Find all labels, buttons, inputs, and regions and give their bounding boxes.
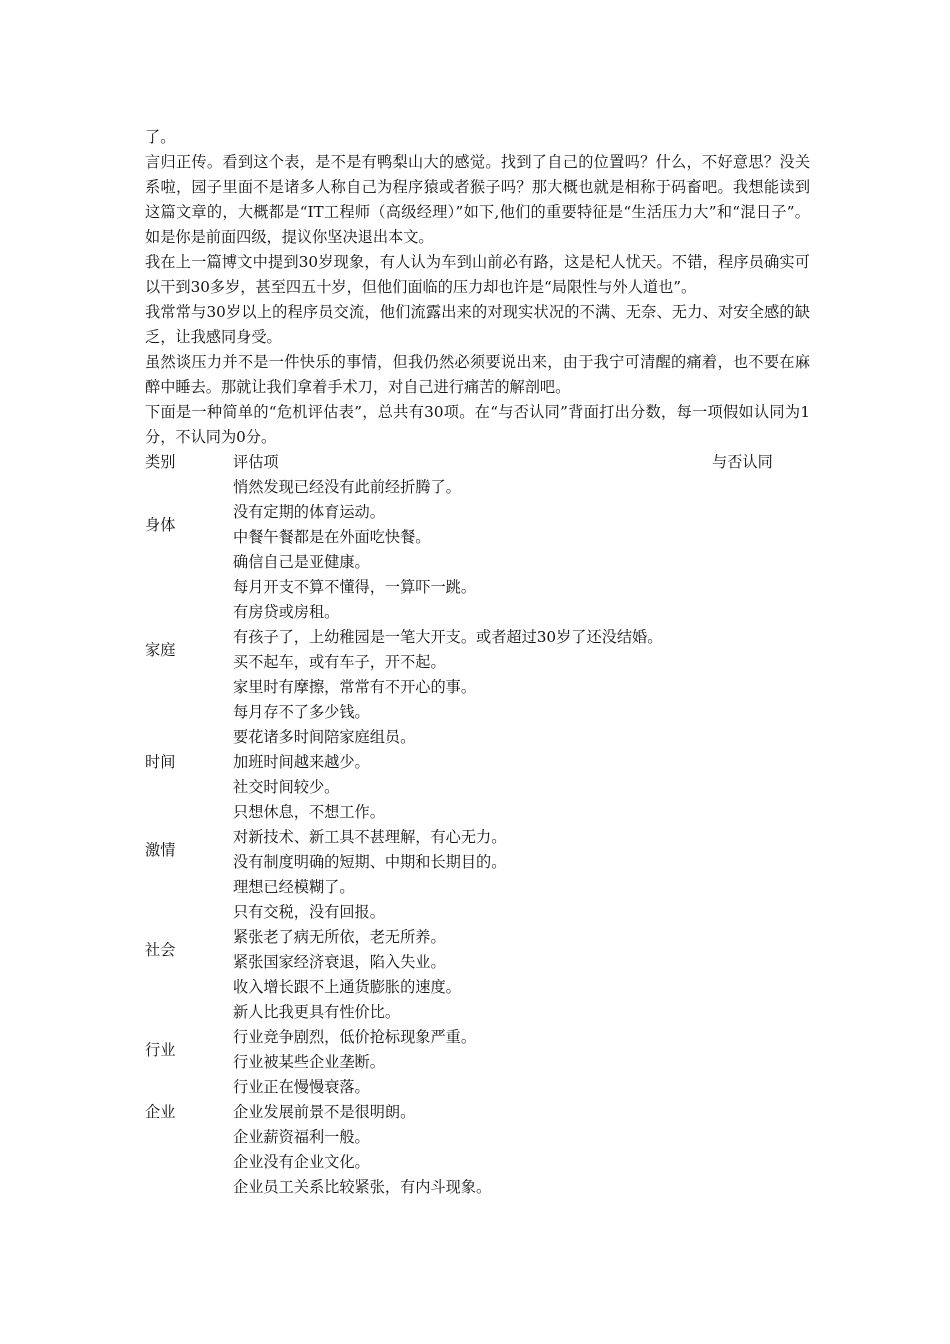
assessment-item: 没有制度明确的短期、中期和长期目的。 (233, 853, 507, 871)
table-row (145, 700, 810, 725)
category-label: 激情 (145, 840, 176, 859)
assessment-item: 行业竞争剧烈，低价抢标现象严重。 (233, 1028, 476, 1046)
table-row (145, 975, 810, 1000)
assessment-item: 紧张国家经济衰退，陷入失业。 (233, 953, 446, 971)
table-row (145, 825, 810, 850)
table-row (145, 575, 810, 600)
paragraph-exchange: 我常常与30岁以上的程序员交流，他们流露出来的对现实状况的不满、无奈、无力、对安全感的缺乏，让我感同身受。 (145, 303, 810, 346)
assessment-item: 企业员工关系比较紧张，有内斗现象。 (233, 1178, 492, 1196)
category-label: 社会 (145, 940, 176, 959)
table-row (145, 750, 810, 775)
assessment-item: 悄然发现已经没有此前经折腾了。 (233, 478, 461, 496)
paragraph-pressure: 虽然谈压力并不是一件快乐的事情，但我仍然必须要说出来，由于我宁可清醒的痛着，也不要在麻醉中睡去。那就让我们拿着手术刀，对自己进行痛苦的解剖吧。 (145, 353, 810, 396)
table-row (145, 1150, 810, 1175)
assessment-item: 社交时间较少。 (233, 778, 340, 796)
assessment-item: 确信自己是亚健康。 (233, 553, 370, 571)
assessment-item: 没有定期的体育运动。 (233, 503, 385, 521)
table-row (145, 800, 810, 825)
assessment-item: 企业发展前景不是很明朗。 (233, 1103, 416, 1121)
table-row (145, 1125, 810, 1150)
category-label: 行业 (145, 1040, 176, 1059)
table-row (145, 475, 810, 500)
table-row (145, 950, 810, 975)
assessment-item: 每月存不了多少钱。 (233, 703, 370, 721)
category-label: 企业 (145, 1103, 176, 1121)
table-row (145, 775, 810, 800)
assessment-item: 有孩子了，上幼稚园是一笔大开支。或者超过30岁了还没结婚。 (233, 628, 663, 646)
assessment-item: 每月开支不算不懂得，一算吓一跳。 (233, 578, 476, 596)
table-row (145, 625, 810, 650)
table-row (145, 900, 810, 925)
table-row (145, 725, 810, 750)
assessment-item: 要花诸多时间陪家庭组员。 (233, 728, 416, 746)
crisis-assessment-table (145, 450, 810, 1200)
category-label: 身体 (145, 515, 176, 534)
assessment-item: 对新技术、新工具不甚理解，有心无力。 (233, 828, 507, 846)
table-row (145, 600, 810, 625)
paragraph-30-years: 我在上一篇博文中提到30岁现象，有人认为车到山前必有路，这是杞人忧天。不错，程序员确实可以干到30多岁，甚至四五十岁，但他们面临的压力却也许是“局限性与外人道也”。 (145, 253, 810, 296)
assessment-item: 加班时间越来越少。 (233, 753, 370, 771)
document-page (145, 125, 810, 1200)
assessment-item: 中餐午餐都是在外面吃快餐。 (233, 528, 431, 546)
assessment-item: 企业没有企业文化。 (233, 1153, 370, 1171)
table-row (145, 1050, 810, 1075)
assessment-item: 有房贷或房租。 (233, 603, 340, 621)
table-row (145, 550, 810, 575)
header-agree: 与否认同 (712, 453, 773, 471)
assessment-item: 家里时有摩擦，常常有不开心的事。 (233, 678, 476, 696)
assessment-item: 新人比我更具有性价比。 (233, 1003, 401, 1021)
assessment-item: 买不起车，或有车子，开不起。 (233, 653, 446, 671)
assessment-item: 只有交税，没有回报。 (233, 903, 385, 921)
table-row (145, 1175, 810, 1200)
header-item: 评估项 (233, 453, 279, 471)
table-row (145, 650, 810, 675)
table-row (145, 875, 810, 900)
paragraph-intro: 言归正传。看到这个表，是不是有鸭梨山大的感觉。找到了自己的位置吗？什么，不好意思？没关系啦，园子里面不是诸多人称自己为程序猿或者猴子吗？那大概也就是相称于码畜吧。我想能读到这篇文章的，大概都是“IT工程师（高级经理）”如下,他们的重要特征是“生活压力大”和“混日子”。如是你是前面四级，提议你坚决退出本文。 (145, 153, 810, 246)
paragraph-continuation: 了。 (145, 128, 176, 146)
header-category: 类别 (145, 453, 176, 471)
table-row (145, 925, 810, 950)
table-header (145, 450, 810, 475)
table-row (145, 675, 810, 700)
table-row (145, 1000, 810, 1025)
category-label: 家庭 (145, 640, 176, 659)
assessment-item: 理想已经模糊了。 (233, 878, 355, 896)
table-row (145, 1025, 810, 1050)
assessment-item: 行业被某些企业垄断。 (233, 1053, 385, 1071)
assessment-item: 收入增长跟不上通货膨胀的速度。 (233, 978, 461, 996)
table-row (145, 500, 810, 525)
table-row (145, 850, 810, 875)
table-row (145, 525, 810, 550)
assessment-item: 紧张老了病无所依，老无所养。 (233, 928, 446, 946)
table-row (145, 1075, 810, 1100)
category-label: 时间 (145, 753, 176, 771)
paragraph-table-intro: 下面是一种简单的“危机评估表”，总共有30项。在“与否认同”背面打出分数，每一项假如认同为1分，不认同为0分。 (145, 403, 810, 446)
assessment-item: 企业薪资福利一般。 (233, 1128, 370, 1146)
assessment-item: 只想休息，不想工作。 (233, 803, 385, 821)
table-row (145, 1100, 810, 1125)
assessment-item: 行业正在慢慢衰落。 (233, 1078, 370, 1096)
table-body (145, 475, 810, 1200)
